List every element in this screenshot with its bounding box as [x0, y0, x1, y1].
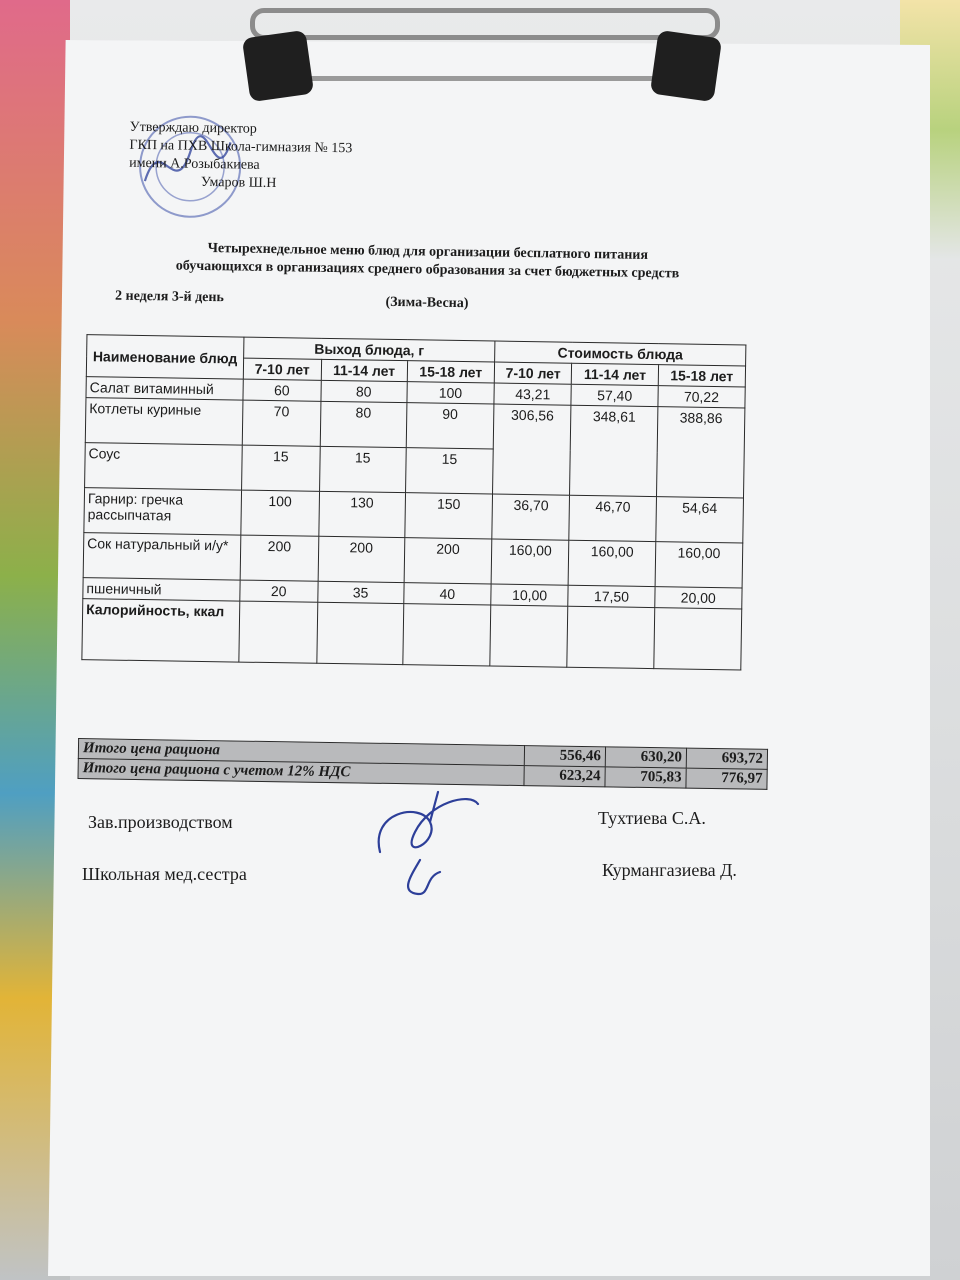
cost-cell: 36,70 — [492, 494, 570, 540]
output-cell: 40 — [404, 583, 492, 605]
clipboard-clip-knob-right — [650, 30, 722, 102]
output-cell: 150 — [405, 493, 493, 539]
dish-name: Котлеты куриные — [85, 398, 243, 445]
approval-line-1: Утверждаю директор — [129, 119, 257, 137]
approval-block — [129, 119, 353, 194]
cost-cell: 57,40 — [571, 384, 658, 406]
week-day-label: 2 неделя 3-й день — [114, 288, 225, 306]
header-dish-name: Наименование блюд — [86, 335, 244, 379]
output-cell: 200 — [318, 536, 405, 582]
calorie-row — [82, 599, 742, 670]
total-vat-value: 776,97 — [686, 768, 767, 789]
total-value: 693,72 — [686, 748, 767, 769]
output-cell: 80 — [320, 401, 407, 447]
output-cell: 15 — [405, 448, 493, 494]
handwritten-signature — [360, 782, 490, 902]
output-cell: 200 — [404, 538, 492, 584]
title-line-2: обучающихся в организациях среднего образования за счет бюджетных средств — [175, 258, 680, 282]
total-vat-value: 623,24 — [524, 766, 605, 787]
dish-name: Салат витаминный — [86, 377, 243, 400]
age-group: 11-14 лет — [321, 359, 408, 381]
dish-name: Сок натуральный и/у* — [83, 533, 241, 580]
cost-cell: 43,21 — [494, 383, 572, 405]
output-cell: 35 — [317, 581, 404, 603]
cost-cell: 160,00 — [655, 542, 743, 588]
output-cell: 90 — [406, 403, 494, 449]
season-label: (Зима-Весна) — [385, 294, 469, 312]
cost-cell: 348,61 — [570, 405, 658, 496]
output-cell: 70 — [242, 400, 320, 446]
output-cell: 130 — [318, 491, 405, 537]
signature-name-production: Тухтиева С.А. — [598, 808, 706, 828]
age-group: 15-18 лет — [658, 365, 746, 387]
clipboard-clip-knob-left — [242, 30, 314, 102]
total-value: 630,20 — [605, 747, 686, 768]
total-value: 556,46 — [524, 746, 605, 767]
cost-cell: 160,00 — [491, 539, 569, 585]
output-cell: 60 — [243, 379, 321, 401]
calorie-cell — [490, 605, 568, 667]
calorie-cell — [654, 608, 742, 670]
approval-line-3: имени А.Розыбакиева — [129, 155, 260, 173]
calorie-cell — [567, 606, 654, 668]
approval-line-2: ГКП на ПХВ Школа-гимназия № 153 — [129, 137, 353, 157]
approval-line-4: Умаров Ш.Н — [200, 174, 277, 192]
total-vat-label: Итого цена рациона с учетом 12% НДС — [78, 759, 524, 786]
output-cell: 20 — [240, 580, 318, 602]
age-group: 7-10 лет — [243, 358, 321, 380]
age-group: 7-10 лет — [494, 362, 572, 384]
total-label: Итого цена рациона — [78, 739, 524, 766]
cost-cell: 10,00 — [491, 584, 569, 606]
cost-cell: 388,86 — [656, 407, 745, 498]
cost-cell: 17,50 — [568, 585, 655, 607]
signature-role-nurse: Школьная мед.сестра — [82, 864, 247, 884]
total-vat-value: 705,83 — [605, 767, 686, 788]
signature-name-nurse: Курмангазиева Д. — [602, 860, 737, 880]
output-cell: 80 — [320, 380, 407, 402]
output-cell: 100 — [241, 490, 319, 536]
cost-cell: 306,56 — [493, 404, 572, 495]
cost-cell: 20,00 — [654, 587, 742, 609]
header-cost: Стоимость блюда — [495, 341, 746, 366]
title-line-1: Четырехнедельное меню блюд для организации бесплатного питания — [207, 241, 649, 263]
dish-name: Гарнир: гречка рассыпчатая — [84, 488, 242, 535]
calorie-cell — [239, 601, 317, 663]
output-cell: 200 — [240, 535, 318, 581]
menu-table — [81, 334, 746, 670]
dish-name: Соус — [85, 443, 243, 490]
cost-cell: 160,00 — [569, 540, 656, 586]
output-cell: 100 — [407, 382, 495, 404]
cost-cell: 54,64 — [656, 497, 744, 543]
dish-name: пшеничный — [83, 578, 240, 601]
output-cell: 15 — [242, 445, 320, 491]
signature-role-production: Зав.производством — [88, 812, 233, 832]
clipboard-clip-bar — [250, 8, 720, 40]
cost-cell: 46,70 — [569, 495, 656, 541]
calorie-cell — [403, 604, 491, 666]
calorie-cell — [316, 602, 403, 664]
cost-cell: 70,22 — [658, 386, 746, 408]
calorie-label: Калорийность, ккал — [82, 599, 240, 662]
clipboard-clip-wire — [300, 76, 680, 95]
age-group: 11-14 лет — [572, 363, 659, 385]
header-output: Выход блюда, г — [244, 337, 495, 362]
output-cell: 15 — [319, 446, 406, 492]
age-group: 15-18 лет — [407, 361, 495, 383]
